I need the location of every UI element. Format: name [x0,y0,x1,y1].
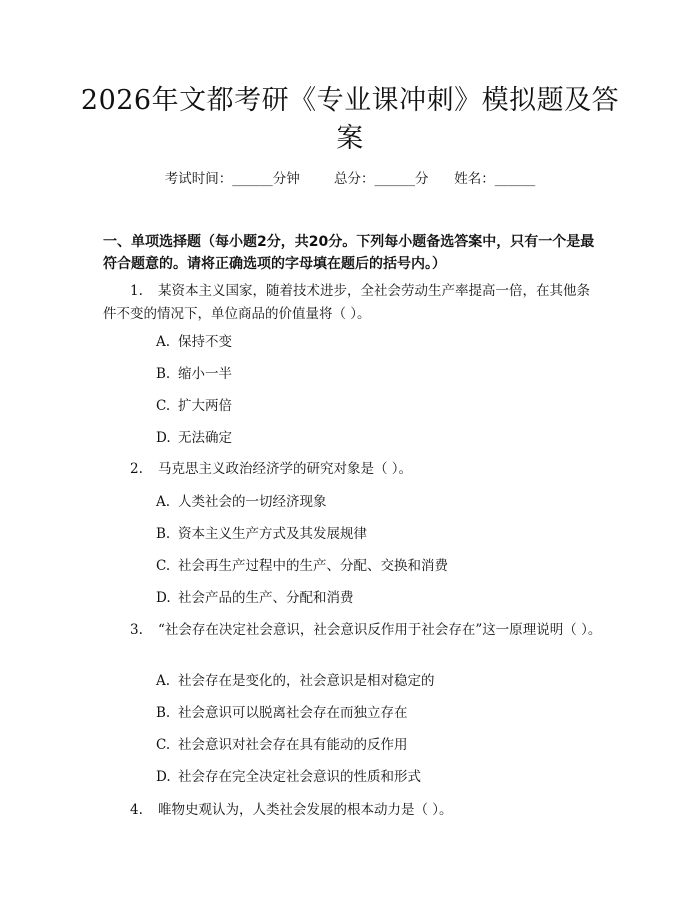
exam-info-line [0,167,700,187]
option-2d [156,588,354,608]
option-text: 无法确定 [178,430,232,446]
option-text: 扩大两倍 [178,398,232,414]
name-blank: ______ [494,171,536,187]
question-4 [103,799,603,822]
option-2c [156,556,448,576]
option-text: 人类社会的一切经济现象 [178,494,327,510]
option-text: 资本主义生产方式及其发展规律 [178,526,367,542]
option-letter: B. [156,705,171,721]
option-3b [156,703,408,723]
option-1a [156,332,232,352]
section-heading: 一、单项选择题（每小题2分，共20分。下列每小题备选答案中，只有一个是最符合题意的。请将正确选项的字母填在题后的括号内。） [103,234,595,272]
option-3d [156,767,421,787]
score-label: 总分： [334,171,375,187]
option-letter: B. [156,366,171,382]
question-text: “社会存在决定社会意识，社会意识反作用于社会存在”这一原理说明（ ）。 [158,622,602,638]
score-blank: ______ [374,171,416,187]
option-letter: D. [156,430,171,446]
option-text: 社会意识对社会存在具有能动的反作用 [178,737,408,753]
name-label: 姓名： [454,171,495,187]
option-2a [156,492,327,512]
score-unit: 分 [415,171,429,187]
time-blank: ______ [232,171,273,187]
option-text: 社会产品的生产、分配和消费 [178,590,354,606]
option-letter: C. [156,398,171,414]
question-text: 马克思主义政治经济学的研究对象是（ ）。 [158,461,413,477]
document-title: 2026年文都考研《专业课冲刺》模拟题及答案 [80,85,620,154]
option-1b [156,364,232,384]
question-number: 1. [130,283,143,299]
time-label: 考试时间： [164,171,233,187]
question-2 [103,458,603,481]
option-text: 社会意识可以脱离社会存在而独立存在 [178,705,408,721]
option-2b [156,524,367,544]
question-number: 2. [130,461,143,477]
option-letter: C. [156,558,171,574]
option-letter: D. [156,590,171,606]
option-3a [156,671,435,691]
option-1c [156,396,232,416]
option-text: 社会再生产过程中的生产、分配、交换和消费 [178,558,448,574]
option-letter: B. [156,526,171,542]
question-text: 某资本主义国家，随着技术进步，全社会劳动生产率提高一倍，在其他条件不变的情况下，单位商品的价值量将（ ）。 [103,283,590,322]
question-number: 4. [130,802,143,818]
option-letter: A. [156,334,171,350]
option-text: 社会存在完全决定社会意识的性质和形式 [178,769,421,785]
option-letter: D. [156,769,171,785]
question-number: 3. [130,622,143,638]
option-text: 社会存在是变化的，社会意识是相对稳定的 [178,673,435,689]
question-1 [103,280,603,326]
option-letter: C. [156,737,171,753]
option-letter: A. [156,673,171,689]
option-1d [156,428,232,448]
option-letter: A. [156,494,171,510]
option-text: 保持不变 [178,334,232,350]
question-text: 唯物史观认为，人类社会发展的根本动力是（ ）。 [158,802,453,818]
time-unit: 分钟 [272,171,300,187]
option-text: 缩小一半 [178,366,232,382]
option-3c [156,735,408,755]
question-3 [103,619,603,642]
